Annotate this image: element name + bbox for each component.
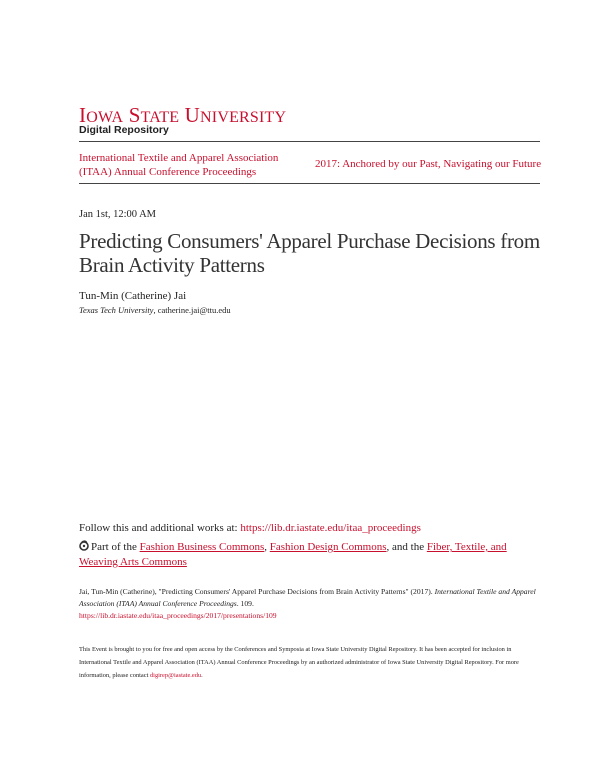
notice-text: This Event is brought to you for free and open access by the Conferences and Symposia at Iowa State University Digital Repository. It has been accepted for inclusion in International Textile and Apparel Association (ITAA) Annual Conference Proceedings by an authorized administrator of Iowa State University Digital Repository. For more information, please contact [79, 646, 519, 679]
logo-letter: S [128, 103, 141, 127]
citation-text: Jai, Tun-Min (Catherine), "Predicting Consumers' Apparel Purchase Decisions from Brain Activity Patterns" (2017). [79, 587, 435, 596]
contact-email-link[interactable]: digirep@iastate.edu [149, 672, 202, 679]
recommended-citation [79, 586, 541, 622]
follow-line [79, 522, 421, 534]
header-rule-bottom [79, 183, 540, 184]
follow-text: Follow this and additional works at: [79, 522, 241, 534]
header-rule-top [79, 141, 540, 142]
separator: , [264, 541, 270, 553]
citation-url-link[interactable]: https://lib.dr.iastate.edu/itaa_proceedings/2017/presentations/109 [79, 611, 277, 620]
fashion-design-commons-link[interactable]: Fashion Design Commons [269, 541, 387, 553]
institution: Texas Tech University [79, 305, 154, 315]
logo-word: OWA [86, 109, 124, 126]
author-email[interactable]: catherine.jai@ttu.edu [157, 305, 231, 315]
series-link[interactable]: 2017: Anchored by our Past, Navigating our Future [315, 158, 542, 170]
part-of-prefix: Part of the [91, 541, 140, 553]
logo-word: NIVERSITY [200, 109, 287, 126]
repository-label: Digital Repository [79, 124, 169, 136]
proceedings-link[interactable]: https://lib.dr.iastate.edu/itaa_proceedings [240, 522, 421, 534]
notice-end: . [201, 672, 203, 679]
logo-word: TATE [140, 109, 180, 126]
event-date: Jan 1st, 12:00 AM [79, 209, 157, 220]
document-title: Predicting Consumers' Apparel Purchase Decisions from Brain Activity Patterns [79, 229, 540, 277]
repository-notice [79, 643, 539, 682]
fiber-textile-commons-link[interactable]: Fiber, Textile, and Weaving Arts Commons [79, 541, 507, 568]
author-name: Tun-Min (Catherine) Jai [79, 290, 187, 302]
part-of-commons [79, 540, 541, 570]
author-affiliation: Texas Tech University, catherine.jai@ttu.edu [79, 305, 231, 315]
citation-journal: International Textile and Apparel Association (ITAA) Annual Conference Proceedings [79, 587, 536, 608]
open-access-icon [79, 540, 89, 551]
fashion-business-commons-link[interactable]: Fashion Business Commons [139, 541, 265, 553]
association-link[interactable]: International Textile and Apparel Association (ITAA) Annual Conference Proceedings [79, 152, 279, 178]
separator: , and the [386, 541, 427, 553]
logo-letter: U [184, 103, 201, 127]
logo-letter: I [79, 103, 87, 127]
citation-number: . 109. [236, 599, 254, 608]
